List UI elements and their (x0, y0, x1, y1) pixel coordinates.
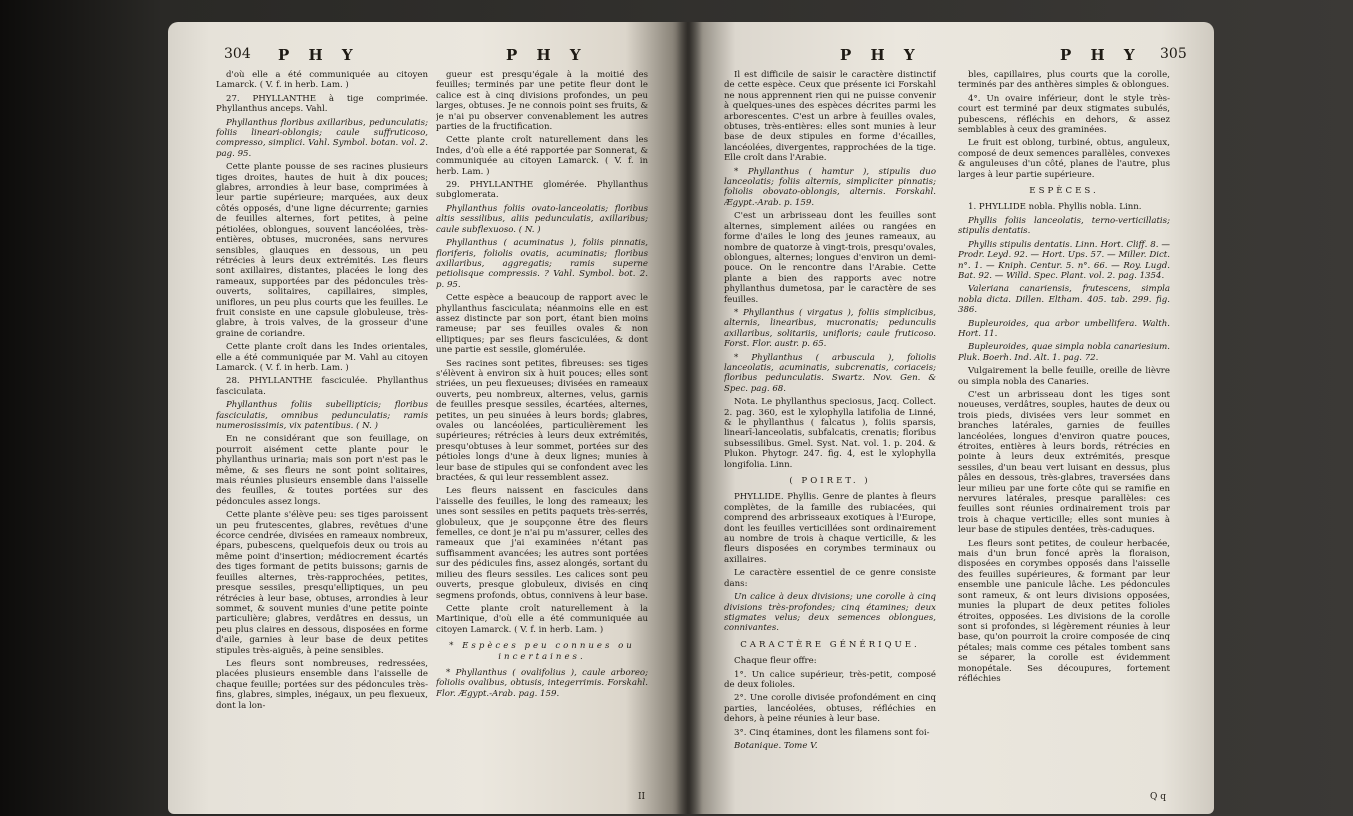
left-page-number: 304 (224, 46, 251, 62)
right-running-head-2: P H Y (1060, 46, 1142, 64)
latin-description: Phyllis stipulis dentatis. Linn. Hort. Cliff. 8. — Prodr. Leyd. 92. — Hort. Ups. 57. — Miller. Dict. n°. 1. — Kniph. Centur. 5. n°. 66. — Roy. Lugd. Bat. 92. — Willd. Spec. Plant. vol. 2. pag. 1354. (958, 239, 1170, 281)
paragraph: Le fruit est oblong, turbiné, obtus, anguleux, composé de deux semences parallèles, convexes & anguleuses d'un côté, planes de l'autre, plus larges à leur partie supérieure. (958, 138, 1170, 180)
author-credit: ( POIRET. ) (789, 476, 871, 487)
paragraph: Cette plante croît naturellement dans les Indes, d'où elle a été rapportée par Sonnerat, & communiquée au citoyen Lamarck. ( V. f. in herb. Lam. ) (436, 135, 648, 177)
entry-heading: 28. PHYLLANTHE fasciculée. Phyllanthus fasciculata. (216, 376, 428, 397)
left-column-2 (436, 70, 648, 790)
latin-description: Phyllanthus floribus axillaribus, pedunculatis; foliis lineari-oblongis; caule suffruticoso, compresso, simplici. Vahl. Symbol. botan. vol. 2. pag. 95. (216, 117, 428, 159)
paragraph: d'où elle a été communiquée au citoyen Lamarck. ( V. f. in herb. Lam. ) (216, 70, 428, 91)
paragraph: Le caractère essentiel de ce genre consiste dans: (724, 568, 936, 589)
paragraph: Il est difficile de saisir le caractère distinctif de cette espèce. Ceux que présente ici Forskahl ne nous apprennent rien qui ne puisse convenir à quelques-unes des espèces décrites parmi les arborescentes. C'est un arbre à feuilles ovales, obtuses, très-entières: elles sont munies à leur base de deux stipules en forme d'écailles, lancéolées, divergentes, rapprochées de la tige. Elle croît dans l'Arabie. (724, 70, 936, 164)
latin-description: Phyllanthus foliis ovato-lanceolatis; floribus altis sessilibus, aliis pedunculatis, axillaribus; caule subflexuoso. ( N. ) (436, 203, 648, 235)
book-gutter (676, 22, 702, 814)
paragraph: Nota. Le phyllanthus speciosus, Jacq. Collect. 2. pag. 360, est le xylophylla latifolia de Linné, & le phyllanthus ( falcatus ), foliis sparsis, linearī-lanceolatis, subfalcatis, crenatis; floribus subsessilibus. Gmel. Syst. Nat. vol. 1. p. 204. & Plukon. Phytogr. 247. fig. 4, est le xylophylla longifolia. Linn. (724, 397, 936, 470)
paragraph: PHYLLIDE. Phyllis. Genre de plantes à fleurs complètes, de la famille des rubiacées, qui comprend des arbrisseaux exotiques à l'Europe, dont les feuilles verticillées sont ordinairement au nombre de trois à chaque verticille, & les fleurs disposées en corymbes terminaux ou axillaires. (724, 492, 936, 565)
right-column-1 (724, 70, 936, 790)
right-signature-mark: Q q (1150, 792, 1167, 802)
page-footer: Botanique. Tome V. (734, 740, 818, 751)
paragraph: 3°. Cinq étamines, dont les filamens sont foi- (734, 727, 930, 738)
paragraph: Les fleurs naissent en fascicules dans l'aisselle des feuilles, le long des rameaux; les unes sont sessiles en petits paquets très-serrés, globuleux, que je soupçonne être des fleurs femelles, ce dont je n'ai pu m'assurer, celles des rameaux que j'ai examinées n'étant pas suffisamment avancées; les autres sont portées sur des pédicules fins, assez alongés, sortant du milieu des fleurs sessiles. Les calices sont peu ouverts, presque globuleux, divisés en cinq segmens profonds, obtus, connivens à leur base. (436, 486, 648, 601)
left-running-head-2: P H Y (506, 46, 588, 64)
left-column-1 (216, 70, 428, 790)
latin-description: Valeriana canariensis, frutescens, simpla nobla dicta. Dillen. Eltham. 405. tab. 299. fig. 386. (958, 284, 1170, 316)
paragraph: En ne considérant que son feuillage, on pourroit aisément cette plante pour le phyllanthus urinaria; mais son port n'est pas le même, & ses fleurs ne sont point solitaires, mais réunies plusieurs ensemble dans l'aisselle des feuilles, & toutes portées sur des pédoncules assez longs. (216, 434, 428, 507)
paragraph: Vulgairement la belle feuille, oreille de lièvre ou simpla nobla des Canaries. (958, 366, 1170, 387)
entry-heading: 1. PHYLLIDE nobla. Phyllis nobla. Linn. (968, 202, 1142, 213)
latin-description: Bupleuroides, qua arbor umbellifera. Walth. Hort. 11. (958, 318, 1170, 339)
latin-description: Bupleuroides, quae simpla nobla canariesium. Pluk. Boerh. Ind. Alt. 1. pag. 72. (958, 342, 1170, 363)
paragraph: Ses racines sont petites, fibreuses: ses tiges s'élèvent à environ six à huit pouces; elles sont striées, un peu flexueuses; divisées en rameaux ouverts, peu nombreux, alternes, velus, garnis de feuilles presque sessiles, écartées, alternes, petites, un peu sinuées à leurs bords; glabres, ovales ou lancéolées, particulièrement les supérieures; rétrécies à leurs deux extrémités, presqu'obtuses à leur sommet, portées sur des pétioles longs d'une à deux lignes; munies à leur base de stipules qui se confondent avec les bractées, & qui leur ressemblent assez. (436, 358, 648, 484)
entry-heading: 29. PHYLLANTHE glomérée. Phyllanthus subglomerata. (436, 180, 648, 201)
latin-description: * Phyllanthus ( ovalifolius ), caule arboreo; foliolis ovalibus, obtusis, integerrimis. Forskahl. Flor. Ægypt.-Arab. pag. 159. (436, 667, 648, 699)
paragraph: Cette plante pousse de ses racines plusieurs tiges droites, hautes de huit à dix pouces; glabres, arrondies à leur base, comprimées à leur partie supérieure; marquées, aux deux côtés opposés, d'une ligne décurrente; garnies de feuilles alternes, fort petites, à peine pétiolées, oblongues, souvent lancéolées, très-entières, obtuses, mucronées, sans nervures sensibles, glauques en dessous, un peu rétrécies à leurs deux extrémités. Les fleurs sont axillaires, distantes, placées le long des rameaux, supportées par des pédoncules très-ouverts, solitaires, capillaires, simples, uniflores, un peu plus courts que les feuilles. Le fruit consiste en une capsule globuleuse, très-glabre, à trois valves, de la grosseur d'une graine de coriandre. (216, 162, 428, 339)
right-running-head-1: P H Y (840, 46, 922, 64)
section-heading: * Espèces peu connues ou incertaines. (449, 641, 635, 662)
left-running-head-1: P H Y (278, 46, 360, 64)
paragraph: Les fleurs sont petites, de couleur herbacée, mais d'un brun foncé après la floraison, disposées en corymbes opposés dans l'aisselle des feuilles supérieures, & formant par leur ensemble une panicule lâche. Les pédoncules sont rameux, & ont leurs divisions opposées, munies la plupart de deux petites folioles étroites, opposées. Les divisions de la corolle sont si profondes, si légèrement réunies à leur base, qu'on pourroit la croire composée de cinq pétales; mais comme ces pétales tombent sans se séparer, la corolle est évidemment monopétale. Ses découpures, fortement réfléchies (958, 538, 1170, 684)
paragraph: Cette espèce a beaucoup de rapport avec le phyllanthus fasciculata; néanmoins elle en est assez distincte par son port, étant bien moins rameuse; par ses feuilles ovales & non elliptiques; par ses fleurs fasciculées, & dont une partie est sessile, glomérulée. (436, 293, 648, 356)
paragraph: Cette plante croît dans les Indes orientales, elle a été communiquée par M. Vahl au citoyen Lamarck. ( V. f. in herb. Lam. ) (216, 342, 428, 373)
paragraph: Les fleurs sont nombreuses, redressées, placées plusieurs ensemble dans l'aisselle de chaque feuille; portées sur des pédoncules très-fins, glabres, simples, inégaux, un peu flexueux, dont la lon- (216, 658, 428, 711)
right-column-2 (958, 70, 1170, 790)
latin-description: * Phyllanthus ( hamtur ), stipulis duo lanceolatis; foliis alternis, simpliciter pinnatis; foliolis obovato-oblongis, alternis. Forskahl. Ægypt.-Arab. p. 159. (724, 166, 936, 208)
latin-description: * Phyllanthus ( virgatus ), foliis simplicibus, alternis, linearibus, mucronatis; pedunculis axillaribus, solitariis, unifloris; caule fruticoso. Forst. Flor. austr. p. 65. (724, 307, 936, 350)
left-signature-mark: II (638, 792, 646, 802)
section-heading: ESPÈCES. (1029, 186, 1099, 197)
latin-description: * Phyllanthus ( arbuscula ), foliolis lanceolatis, acuminatis, subcrenatis, coriaceis; floribus pedunculatis. Swartz. Nov. Gen. & Spec. pag. 68. (724, 352, 936, 394)
right-page-number: 305 (1160, 46, 1187, 62)
right-page (688, 22, 1214, 814)
genus-character: Un calice à deux divisions; une corolle à cinq divisions très-profondes; cinq étamines; deux stigmates velus; deux semences oblongues, connivantes. (724, 592, 936, 634)
paragraph: Cette plante croît naturellement à la Martinique, d'où elle a été communiquée au citoyen Lamarck. ( V. f. in herb. Lam. ) (436, 603, 648, 635)
paragraph: bles, capillaires, plus courts que la corolle, terminés par des anthères simples & oblongues. (958, 70, 1170, 91)
latin-description: Phyllanthus ( acuminatus ), foliis pinnatis, floriferis, foliolis ovatis, acuminatis; floribus axillaribus, aggregatis; ramis superne petiolisque compressis. ? Vahl. Symbol. bot. 2. p. 95. (436, 238, 648, 290)
entry-heading: 27. PHYLLANTHE à tige comprimée. Phyllanthus anceps. Vahl. (216, 93, 428, 115)
paragraph: gueur est presqu'égale à la moitié des feuilles; terminés par une petite fleur dont le calice est à cinq divisions profondes, un peu larges, obtuses. Je ne connois point ses fruits, & je n'ai pu observer convenablement les autres parties de la fructification. (436, 70, 648, 133)
paragraph: Chaque fleur offre: (734, 656, 817, 667)
paragraph: 2°. Une corolle divisée profondément en cinq parties, lancéolées, obtuses, réfléchies en dehors, à peine réunies à leur base. (724, 693, 936, 725)
paragraph: 1°. Un calice supérieur, très-petit, composé de deux folioles. (724, 669, 936, 690)
section-heading: CARACTÈRE GÉNÉRIQUE. (740, 639, 920, 650)
paragraph: C'est un arbrisseau dont les feuilles sont alternes, simplement ailées ou rangées en forme d'ailes le long des jeunes rameaux, au nombre de quatorze à vingt-trois, presqu'ovales, oblongues, alternes; longues d'environ un demi-pouce. On le rencontre dans l'Arabie. Cette plante a bien des rapports avec notre phyllanthus dumetosa, par le caractère de ses feuilles. (724, 211, 936, 305)
paragraph: 4°. Un ovaire inférieur, dont le style très-court est terminé par deux stigmates subulés, pubescens, réfléchis en dehors, & assez semblables à ceux des graminées. (958, 93, 1170, 136)
latin-description: Phyllanthus foliis subellipticis; floribus fasciculatis, omnibus pedunculatis; ramis numerosissimis, vix patentibus. ( N. ) (216, 400, 428, 431)
left-page (168, 22, 688, 814)
latin-description: Phyllis foliis lanceolatis, terno-verticillatis; stipulis dentatis. (958, 215, 1170, 237)
paragraph: Cette plante s'élève peu: ses tiges paroissent un peu frutescentes, glabres, revêtues d'une écorce cendrée, divisées en rameaux nombreux, épars, pubescens, quelquefois deux ou trois au même point d'insertion; médiocrement écartés des tiges formant de petits buissons; garnis de feuilles alternes, très-rapprochées, petites, presque sessiles, presqu'elliptiques, un peu rétrécies à leur base, obtuses, arrondies à leur sommet, & souvent munies d'une petite pointe particulière; glabres, verdâtres en dessus, un peu plus claires en dessous, disposées en forme d'aile, garnies à leur base de deux petites stipules très-aiguës, à peine sensibles. (216, 510, 428, 656)
paragraph: C'est un arbrisseau dont les tiges sont noueuses, verdâtres, souples, hautes de deux ou trois pieds, divisées vers leur sommet en branches latérales, garnies de feuilles lancéolées, longues d'environ quatre pouces, étroites, entières à leurs bords, rétrécies en pointe à leurs deux extrémités, presque sessiles, d'un beau vert luisant en dessus, plus pâles en dessous, très-glabres, traversées dans leur milieu par une forte côte qui se ramifie en nervures latérales, presque parallèles: ces feuilles sont réunies ordinairement trois par trois à chaque verticille; elles sont munies à leur base de stipules dentées, très-caduques. (958, 389, 1170, 536)
